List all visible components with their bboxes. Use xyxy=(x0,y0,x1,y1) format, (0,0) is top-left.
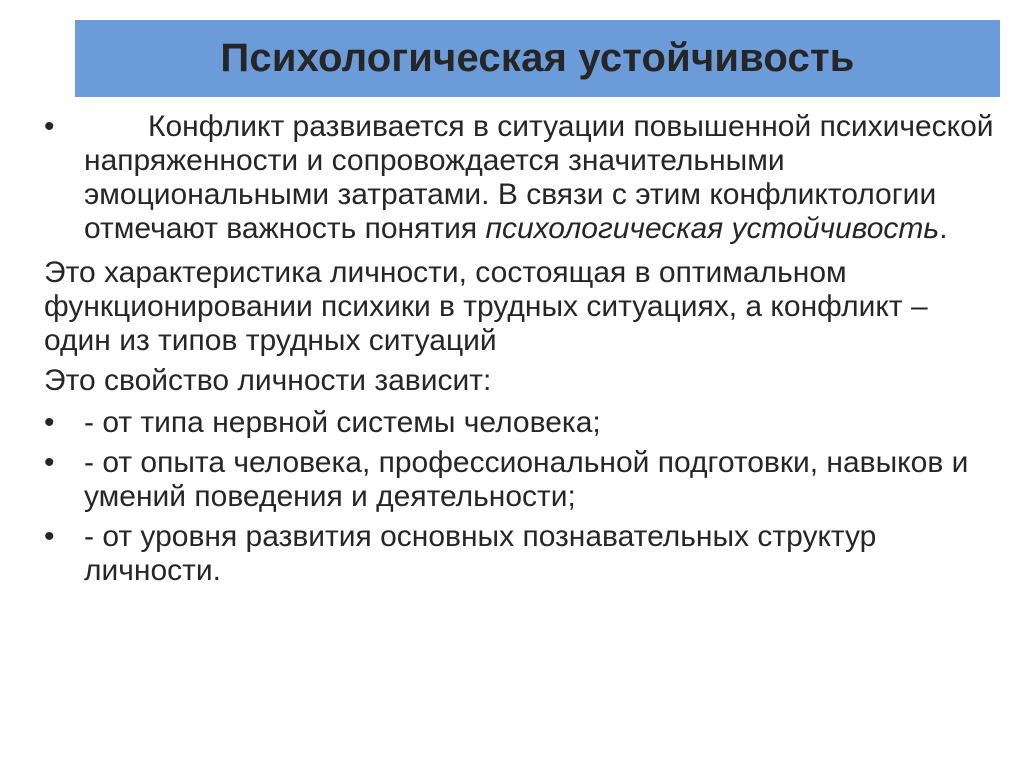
factor-item xyxy=(44,520,994,588)
bullet-icon: • xyxy=(44,520,55,553)
slide-content xyxy=(44,110,994,598)
intro-text: Конфликт развивается в ситуации повышенной психической напряженности и сопровождается значительными эмоциональными затратами. В связи с этим конфликтологии отмечают важность понятия xyxy=(84,110,994,245)
bullet-icon: • xyxy=(44,446,55,479)
factor-text: - от уровня развития основных познавательных структур личности. xyxy=(84,520,877,587)
depends-paragraph xyxy=(44,364,994,398)
factor-item xyxy=(44,406,994,440)
factor-item xyxy=(44,446,994,514)
factor-text: - от опыта человека, профессиональной подготовки, навыков и умений поведения и деятельности; xyxy=(84,446,969,513)
intro-end: . xyxy=(939,212,948,245)
bullet-icon: • xyxy=(44,406,55,439)
intro-emphasis: психологическая устойчивость xyxy=(485,212,940,245)
slide-title: Психологическая устойчивость xyxy=(220,36,855,80)
factor-text: - от типа нервной системы человека; xyxy=(84,406,601,439)
definition-paragraph xyxy=(44,256,994,358)
depends-text: Это свойство личности зависит: xyxy=(44,364,492,397)
bullet-icon: • xyxy=(44,110,55,143)
intro-bullet-paragraph xyxy=(44,110,994,246)
title-bar xyxy=(75,20,1000,97)
definition-text: Это характеристика личности, состоящая в оптимальном функционировании психики в трудных ситуациях, а конфликт – один из типов трудных ситуаций xyxy=(44,256,928,357)
